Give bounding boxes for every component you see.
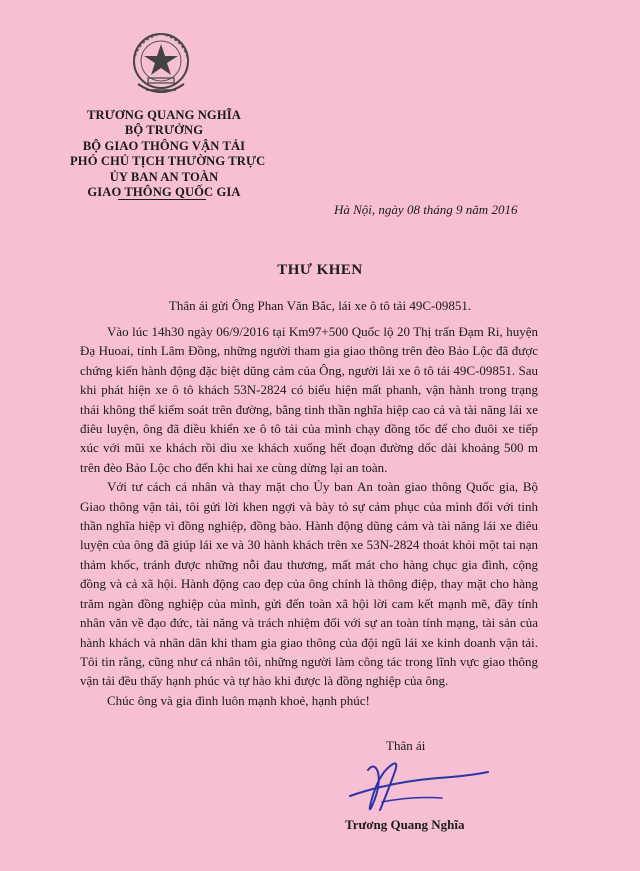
sender-committee: ỦY BAN AN TOÀN <box>109 169 219 184</box>
handwritten-signature-icon <box>342 752 492 824</box>
sender-position: BỘ TRƯỞNG <box>124 123 204 138</box>
national-emblem-icon <box>126 28 196 100</box>
paragraph-3: Chúc ông và gia đình luôn mạnh khoẻ, hạnh phúc! <box>107 692 370 708</box>
letter-greeting: Thân ái gửi Ông Phan Văn Bắc, lái xe ô tô tải 49C-09851. <box>168 298 472 313</box>
paragraph-1: Vào lúc 14h30 ngày 06/9/2016 tại Km97+500 Quốc lộ 20 Thị trấn Đạm Ri, huyện Đạ Huoai, tỉnh Lâm Đồng, những người tham gia giao thông trên đèo Bảo Lộc đã được chứng kiến hành động đặc biệt dũng cảm của Ông, người lái xe ô tô tải 49C-09851. Sau khi phát hiện xe ô tô khách 53N-2824 có biểu hiện mất phanh, vận hành trong trạng thái không thể kiểm soát trên đường, bằng tinh thần nghĩa hiệp cao cả và tài năng lái xe điêu luyện, ông đã điều khiển xe ô tô tải của mình chạy đồng tốc để cho đuôi xe tiếp xúc với mũi xe khách rồi dìu xe khách xuống hết đoạn đường dốc dài khoảng 500 m trên đèo Bảo Lộc cho đến khi hai xe cùng dừng lại an toàn. <box>80 324 538 475</box>
letter-date: Hà Nội, ngày 08 tháng 9 năm 2016 <box>334 202 518 217</box>
sender-header <box>70 108 266 200</box>
header-divider <box>118 199 206 200</box>
signer-name: Trương Quang Nghĩa <box>345 817 465 832</box>
letter-title: THƯ KHEN <box>277 262 363 278</box>
closing-phrase: Thân ái <box>386 738 426 753</box>
sender-role: PHÓ CHỦ TỊCH THƯỜNG TRỰC <box>70 154 266 169</box>
paragraph-2: Với tư cách cá nhân và thay mặt cho Ủy ban An toàn giao thông Quốc gia, Bộ Giao thông vận tải, tôi gửi lời khen ngợi và bày tỏ sự cảm phục của mình đối với tinh thần nghĩa hiệp vì đồng nghiệp, đồng bào. Hành động dũng cảm và tài năng lái xe điêu luyện của ông đã giúp lái xe và 30 hành khách trên xe 53N-2824 thoát khỏi một tai nạn thảm khốc, tránh được những nỗi đau thương, mất mát cho hàng chục gia đình, cộng đồng và cả xã hội. Hành động cao đẹp của ông chính là thông điệp, thay mặt cho hàng trăm ngàn đồng nghiệp của mình, gửi đến toàn xã hội lời cam kết mạnh mẽ, đầy tính nhân văn về đạo đức, tài năng và trách nhiệm đối với sự an toàn tính mạng, tài sản của hành khách và nhân dân khi tham gia giao thông của đội ngũ lái xe kinh doanh vận tải. Tôi tin rằng, cũng như cá nhân tôi, những người làm công tác trong lĩnh vực giao thông vận tải đều thấy hạnh phúc và tự hào khi được là đồng nghiệp của ông. <box>80 479 538 689</box>
sender-ministry: BỘ GIAO THÔNG VẬN TẢI <box>82 138 246 153</box>
sender-name: TRƯƠNG QUANG NGHĨA <box>87 108 241 122</box>
letter-body <box>80 322 538 710</box>
sender-committee-2: GIAO THÔNG QUỐC GIA <box>87 185 241 200</box>
